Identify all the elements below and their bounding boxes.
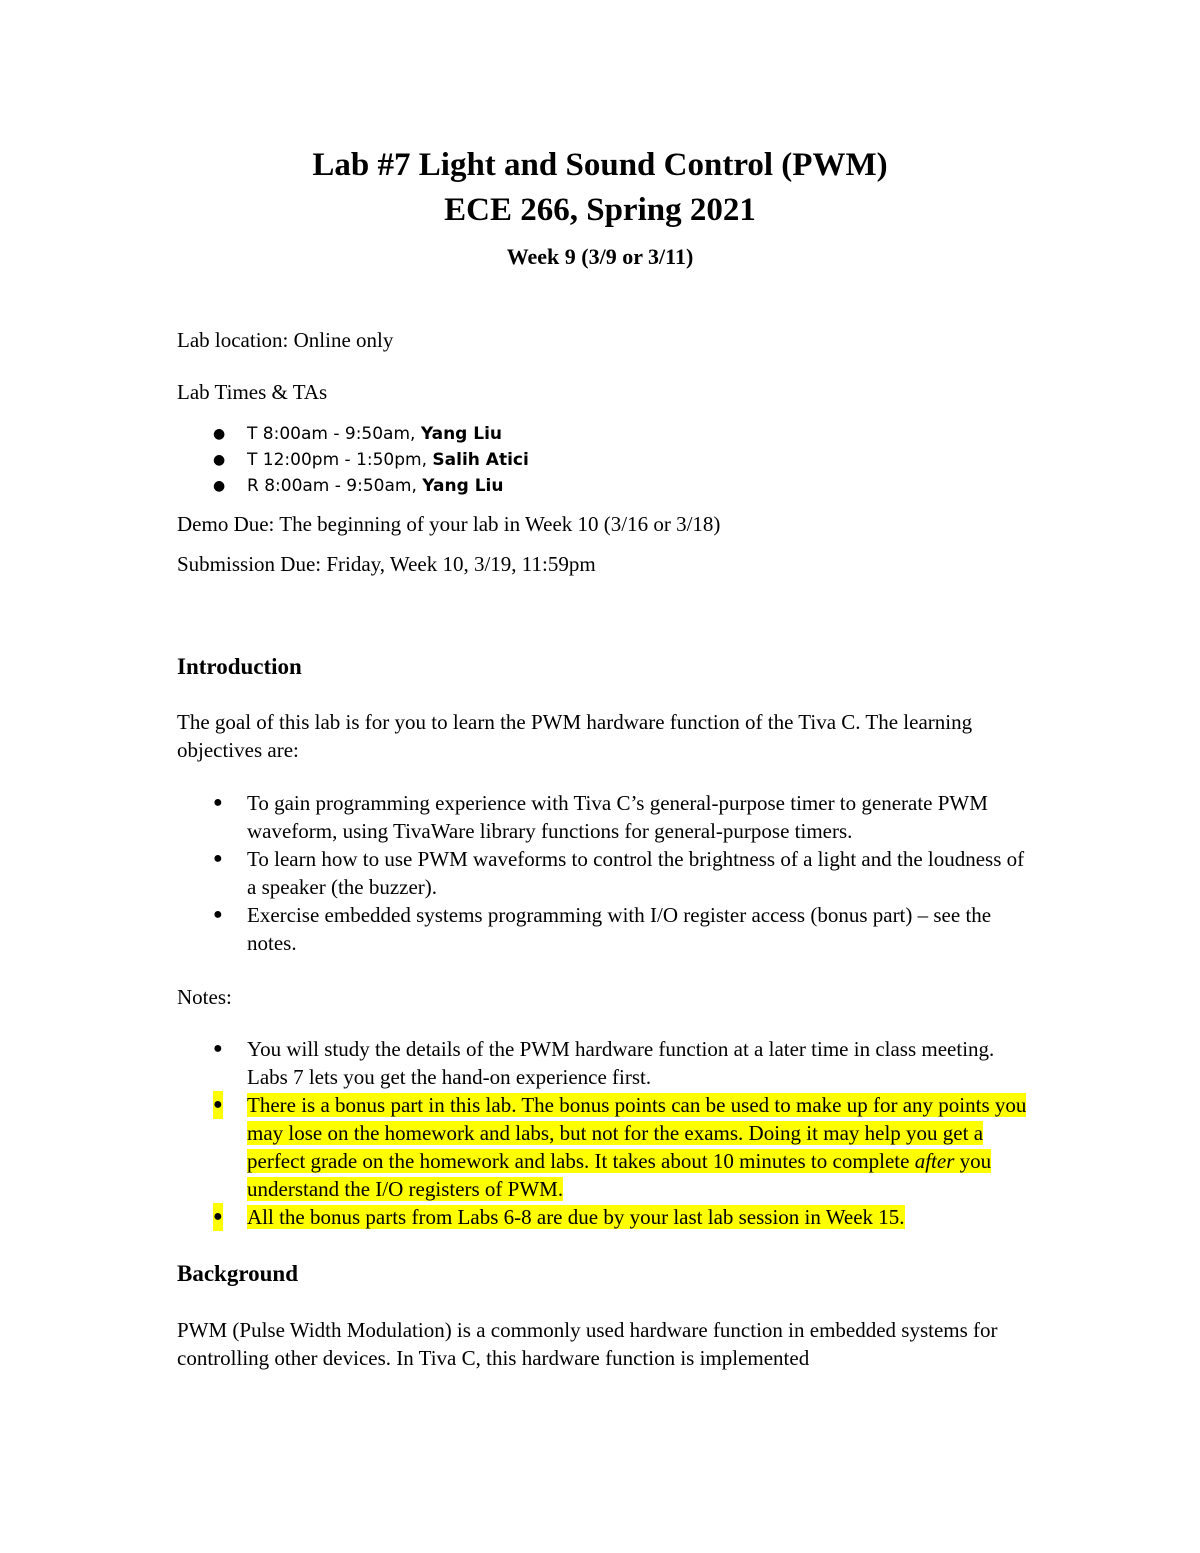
- list-item: [177, 1091, 1037, 1203]
- note-text-highlighted: [247, 1093, 1026, 1201]
- session-ta: Yang Liu: [422, 476, 504, 496]
- session-ta: Salih Atici: [432, 450, 529, 470]
- bullet-icon: ●: [213, 1040, 223, 1057]
- list-item: [177, 789, 1037, 845]
- note-emphasis: after: [914, 1149, 955, 1173]
- document-title: Lab #7 Light and Sound Control (PWM): [312, 147, 888, 183]
- bullet-icon: ●: [213, 906, 223, 923]
- submission-due: Submission Due: Friday, Week 10, 3/19, 11:59pm: [177, 552, 596, 576]
- session-time: T 8:00am - 9:50am,: [247, 424, 421, 444]
- demo-due: Demo Due: The beginning of your lab in Week 10 (3/16 or 3/18): [177, 512, 721, 536]
- notes-label: Notes:: [177, 985, 232, 1009]
- list-item: [177, 1035, 1037, 1091]
- list-item: [177, 845, 1037, 901]
- note-text-part: There is a bonus part in this lab. The bonus points can be used to make up for any points you may lose on the homework and labs, but not for the exams. Doing it may help you get a perfect grade on the homework and labs. It takes about 10 minutes to complete: [247, 1093, 1027, 1173]
- objectives-list: [177, 789, 1037, 957]
- bullet-icon: ●: [213, 1091, 223, 1119]
- lab-sessions-list: [177, 421, 977, 499]
- background-text: PWM (Pulse Width Modulation) is a commonly used hardware function in embedded systems for controlling other devices. In Tiva C, this hardware function is implemented: [177, 1318, 998, 1370]
- objective-text: To gain programming experience with Tiva C’s general-purpose timer to generate PWM waveform, using TivaWare library functions for general-purpose timers.: [247, 791, 988, 843]
- objective-text: Exercise embedded systems programming with I/O register access (bonus part) – see the notes.: [247, 903, 992, 955]
- objective-text: To learn how to use PWM waveforms to control the brightness of a light and the loudness of a speaker (the buzzer).: [247, 847, 1025, 899]
- list-item: [177, 421, 977, 447]
- bullet-icon: ●: [213, 426, 226, 442]
- week-subtitle: Week 9 (3/9 or 3/11): [506, 244, 694, 269]
- session-time: R 8:00am - 9:50am,: [247, 476, 423, 496]
- session-time: T 12:00pm - 1:50pm,: [247, 450, 433, 470]
- note-text: You will study the details of the PWM hardware function at a later time in class meeting. Labs 7 lets you get the hand-on experience first.: [247, 1037, 995, 1089]
- introduction-heading: Introduction: [177, 654, 302, 679]
- notes-list: [177, 1035, 1037, 1231]
- note-text-highlighted: All the bonus parts from Labs 6-8 are due by your last lab session in Week 15.: [247, 1205, 905, 1229]
- bullet-icon: ●: [213, 452, 226, 468]
- course-title: ECE 266, Spring 2021: [444, 192, 756, 228]
- bullet-icon: ●: [213, 850, 223, 867]
- session-ta: Yang Liu: [420, 424, 503, 444]
- bullet-icon: ●: [213, 1203, 223, 1231]
- bullet-icon: ●: [213, 794, 223, 811]
- list-item: [177, 447, 977, 473]
- background-heading: Background: [177, 1261, 299, 1286]
- lab-times-label: Lab Times & TAs: [177, 380, 328, 404]
- list-item: [177, 1203, 1037, 1231]
- bullet-icon: ●: [213, 478, 226, 494]
- list-item: [177, 901, 1037, 957]
- introduction-text: The goal of this lab is for you to learn the PWM hardware function of the Tiva C. The learning objectives are:: [177, 710, 973, 762]
- note-text-part: you understand the I/O registers of PWM.: [247, 1149, 992, 1201]
- list-item: [177, 473, 977, 499]
- lab-location: Lab location: Online only: [177, 328, 394, 352]
